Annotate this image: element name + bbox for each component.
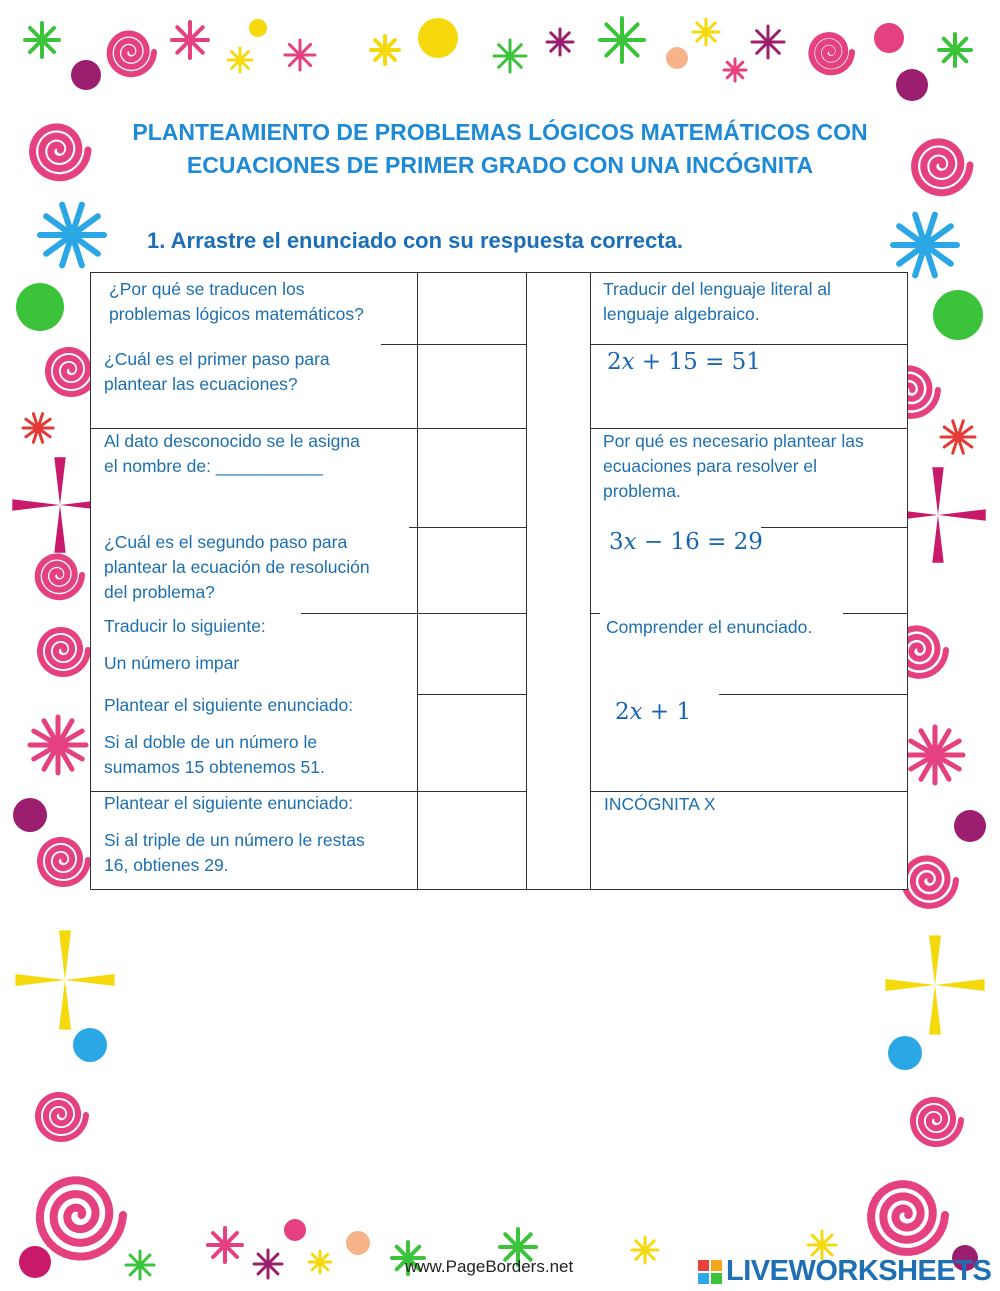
dot-decoration xyxy=(418,18,458,58)
row-divider xyxy=(761,527,908,528)
question-3: Al dato desconocido se le asigna el nombre de: ___________ xyxy=(104,431,360,476)
spiral-decoration xyxy=(48,350,96,394)
starburst-decoration xyxy=(228,48,252,72)
answer-card-6[interactable]: 2𝑥 + 1 xyxy=(615,699,692,725)
spiral-decoration xyxy=(33,127,88,178)
pinwheel-decoration xyxy=(885,935,984,1034)
spiral-decoration xyxy=(40,840,88,884)
starburst-decoration xyxy=(371,36,399,64)
question-4: ¿Cuál es el segundo paso para plantear la ecuación de resolución del problema? xyxy=(104,532,370,602)
starburst-decoration xyxy=(941,421,975,453)
answer-card-2[interactable]: 2𝑥 + 15 = 51 xyxy=(607,349,761,375)
column-divider xyxy=(526,273,527,889)
starburst-decoration xyxy=(30,717,86,773)
answer-card-7[interactable]: INCÓGNITA X xyxy=(604,794,716,814)
answer-drop-zone[interactable] xyxy=(418,792,526,890)
answer-card-3[interactable]: Por qué es necesario plantear las ecuaciones para resolver el problema. xyxy=(603,431,864,501)
answer-drop-zone[interactable] xyxy=(418,345,526,428)
starburst-decoration xyxy=(126,1251,154,1279)
dot-decoration xyxy=(71,60,101,90)
starburst-decoration xyxy=(23,414,53,443)
dot-decoration xyxy=(896,69,928,101)
dot-decoration xyxy=(346,1231,370,1255)
starburst-decoration xyxy=(939,34,971,66)
question-2: ¿Cuál es el primer paso para plantear las ecuaciones? xyxy=(104,349,330,394)
dot-decoration xyxy=(13,798,47,832)
starburst-decoration xyxy=(632,1237,658,1263)
matching-table xyxy=(90,272,908,890)
liveworksheets-logo-icon xyxy=(698,1260,722,1284)
starburst-decoration xyxy=(208,1228,242,1262)
answer-card-1[interactable]: Traducir del lenguaje literal al lenguaje algebraico. xyxy=(603,279,831,324)
spiral-decoration xyxy=(871,1184,945,1252)
liveworksheets-brand: LIVEWORKSHEETS xyxy=(698,1255,991,1288)
starburst-decoration xyxy=(893,215,957,276)
instruction: 1. Arrastre el enunciado con su respuesta correcta. xyxy=(147,228,683,253)
spiral-decoration xyxy=(110,34,154,75)
starburst-decoration xyxy=(907,727,963,783)
starburst-decoration xyxy=(547,29,573,55)
worksheet-title: PLANTEAMIENTO DE PROBLEMAS LÓGICOS MATEMÁTICOS CON ECUACIONES DE PRIMER GRADO CON UNA INCÓGNITA xyxy=(132,119,868,178)
starburst-decoration xyxy=(724,59,746,81)
question-6: Plantear el siguiente enunciado: Si al doble de un número le sumamos 15 obtenemos 51. xyxy=(104,695,354,777)
dot-decoration xyxy=(19,1246,51,1278)
spiral-decoration xyxy=(913,1100,961,1144)
starburst-decoration xyxy=(254,1250,282,1278)
spiral-decoration xyxy=(915,142,970,193)
dot-decoration xyxy=(933,290,983,340)
starburst-decoration xyxy=(40,205,104,266)
starburst-decoration xyxy=(172,22,208,58)
row-divider xyxy=(843,613,908,614)
spiral-decoration xyxy=(40,1180,123,1256)
dot-decoration xyxy=(666,47,688,69)
answer-drop-zone[interactable] xyxy=(418,273,526,344)
question-1: ¿Por qué se traducen los problemas lógicos matemáticos? xyxy=(109,279,364,324)
answer-card-5[interactable]: Comprender el enunciado. xyxy=(606,617,813,637)
dot-decoration xyxy=(73,1028,107,1062)
starburst-decoration xyxy=(494,40,526,72)
starburst-decoration xyxy=(600,18,644,62)
starburst-decoration xyxy=(25,23,59,57)
starburst-decoration xyxy=(309,1251,331,1273)
row-divider xyxy=(590,613,600,614)
spiral-decoration xyxy=(38,557,82,598)
dot-decoration xyxy=(16,283,64,331)
spiral-decoration xyxy=(38,1095,86,1139)
dot-decoration xyxy=(888,1036,922,1070)
answer-drop-zone[interactable] xyxy=(418,528,526,613)
dot-decoration xyxy=(954,810,986,842)
answer-drop-zone[interactable] xyxy=(418,614,526,694)
starburst-decoration xyxy=(752,26,784,58)
spiral-decoration xyxy=(811,35,852,72)
starburst-decoration xyxy=(285,40,315,70)
dot-decoration xyxy=(284,1219,306,1241)
answer-drop-zone[interactable] xyxy=(418,695,526,791)
footer-site-credit: www.PageBorders.net xyxy=(405,1257,574,1276)
question-5: Traducir lo siguiente: Un número impar xyxy=(104,616,266,673)
row-divider xyxy=(719,694,908,695)
answer-drop-zone[interactable] xyxy=(418,429,526,527)
dot-decoration xyxy=(249,19,267,37)
column-divider xyxy=(590,273,591,889)
row-divider xyxy=(590,344,908,345)
question-7: Plantear el siguiente enunciado: Si al triple de un número le restas 16, obtienes 29. xyxy=(104,793,365,875)
answer-card-4[interactable]: 3𝑥 − 16 = 29 xyxy=(609,529,763,555)
pinwheel-decoration xyxy=(15,930,114,1029)
dot-decoration xyxy=(874,23,904,53)
spiral-decoration xyxy=(904,858,956,906)
spiral-decoration xyxy=(40,630,88,674)
starburst-decoration xyxy=(693,19,719,45)
